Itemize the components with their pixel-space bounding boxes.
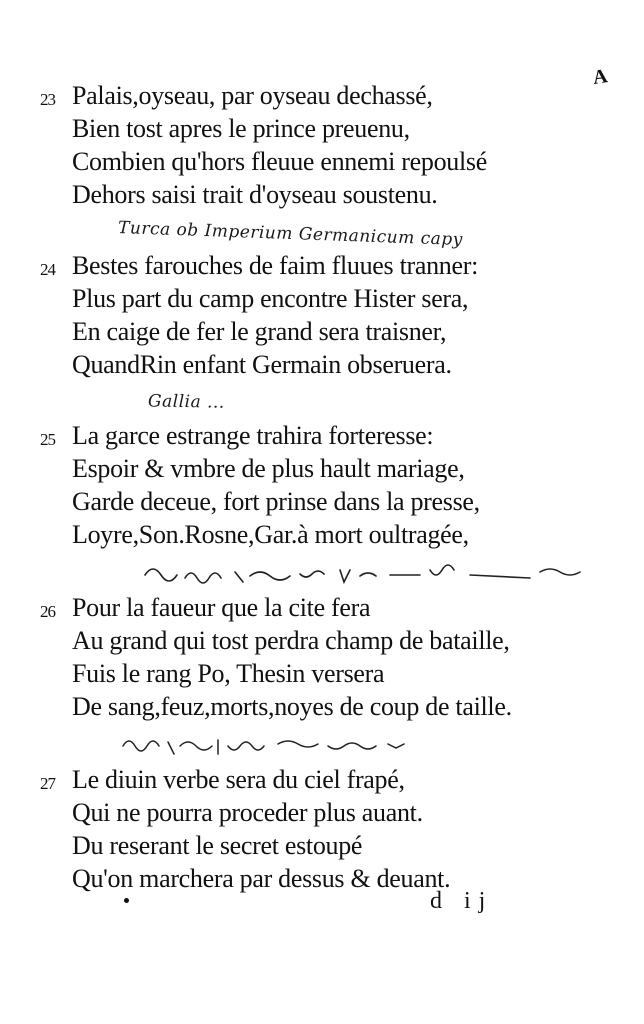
verse-line: Palais,oyseau, par oyseau dechassé, [72,81,433,110]
verse-line: La garce estrange trahira forteresse: [72,421,434,450]
verse-line: Loyre,Son.Rosne,Gar.à mort oultragée, [72,520,469,549]
verse-line: Plus part du camp encontre Hister sera, [72,284,469,313]
quatrain-number: 24 [40,260,55,279]
signature-mark: d ij [430,888,494,914]
verse-line: Garde deceue, fort prinse dans la presse, [72,487,480,516]
corner-mark: A [591,65,609,89]
quatrain-number: 26 [40,602,55,621]
verse-line: Espoir & vmbre de plus hault mariage, [72,454,465,483]
verse-line: Qu'on marchera par dessus & deuant. [72,864,451,893]
handwritten-note: Turca ob Imperium Germanicum capy [117,217,464,251]
verse-line: Qui ne pourra proceder plus auant. [72,798,423,827]
quatrain-number: 25 [40,430,55,449]
handwritten-scribble [118,732,418,760]
verse-line: Le diuin verbe sera du ciel frapé, [72,765,405,794]
verse-line: Pour la faueur que la cite fera [72,593,371,622]
verse-line: Combien qu'hors fleuue ennemi repoulsé [72,147,487,176]
verse-line: Bien tost apres le prince preuenu, [72,114,410,143]
verse-line: Fuis le rang Po, Thesin versera [72,659,385,688]
verse-line: Dehors saisi trait d'oyseau soustenu. [72,180,438,209]
handwritten-scribble [140,560,590,590]
verse-line: Bestes farouches de faim fluues tranner: [72,251,479,280]
verse-line: QuandRin enfant Germain obseruera. [72,350,452,379]
quatrain-number: 27 [40,774,55,793]
verse-line: De sang,feuz,morts,noyes de coup de taille. [72,692,512,721]
quatrain-number: 23 [40,90,55,109]
handwritten-note: Gallia ... [147,391,225,413]
verse-line: Du reserant le secret estoupé [72,831,363,860]
verse-line: Au grand qui tost perdra champ de bataille, [72,626,510,655]
ink-dot [124,898,129,903]
verse-line: En caige de fer le grand sera traisner, [72,317,447,346]
